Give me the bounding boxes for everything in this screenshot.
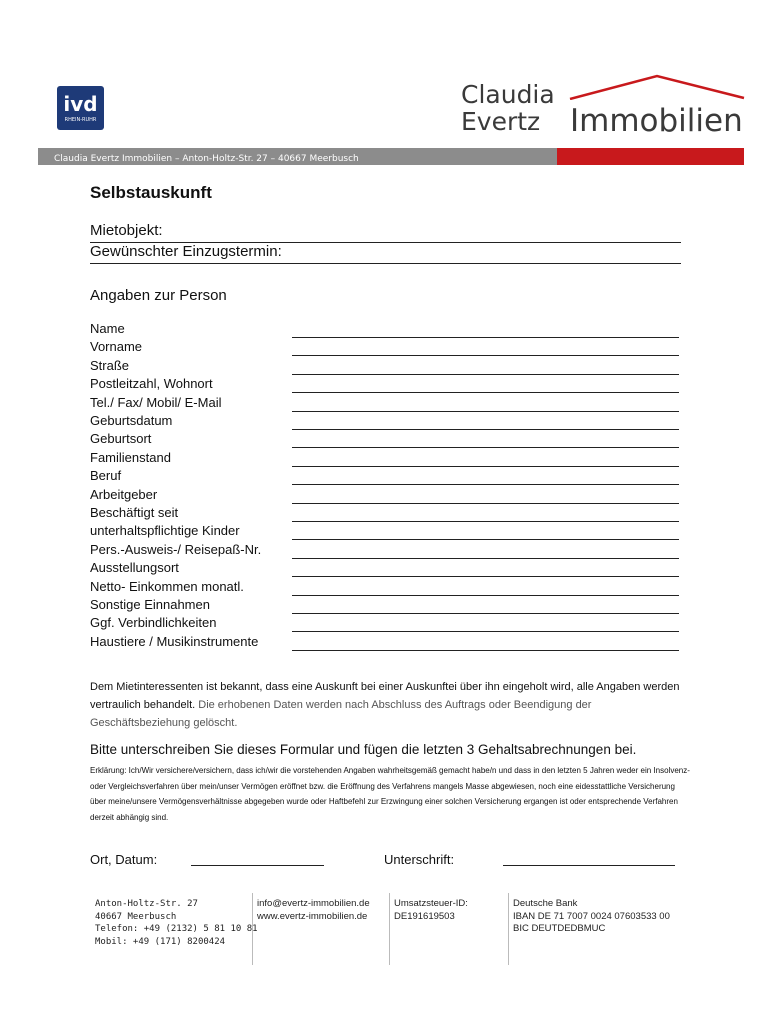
address-bar — [38, 148, 557, 165]
ort-datum-line[interactable] — [191, 865, 324, 866]
form-field-input-line[interactable] — [292, 411, 679, 412]
page-title: Selbstauskunft — [90, 183, 212, 202]
form-field-input-line[interactable] — [292, 374, 679, 375]
form-field-input-line[interactable] — [292, 355, 679, 356]
instruction-text: Bitte unterschreiben Sie dieses Formular und fügen die letzten 3 Gehaltsabrechnungen bei. — [90, 742, 637, 757]
form-field-label: Haustiere / Musikinstrumente — [90, 633, 259, 649]
form-field-input-line[interactable] — [292, 521, 679, 522]
ivd-logo — [57, 86, 104, 130]
form-field-label: Arbeitgeber — [90, 486, 158, 502]
privacy-notice — [90, 678, 690, 732]
form-field-input-line[interactable] — [292, 337, 679, 338]
form-field-input-line[interactable] — [292, 650, 679, 651]
section-title-person: Angaben zur Person — [90, 287, 227, 304]
form-field-input-line[interactable] — [292, 392, 679, 393]
declaration-text: Erklärung: Ich/Wir versichere/versichern, dass ich/wir die vorstehenden Angaben wahrheitsgemäß gemacht habe/n und dass in den letzten 5 Jahren weder ein Insolvenz- oder Vergleichsverfahren über mein/unser Vermögen eröffnet bzw. die Eröffnung des Verfahrens mangels Masse abgewiesen, noch eine eidesstattliche Versicherung über meine/unsere Vermögensverhältnisse abgegeben wurde oder Haftbefehl zur Erzwingung einer solchen Versicherung ergangen ist oder entsprechende Verfahren derzeit abhängig sind. — [90, 766, 690, 822]
privacy-notice-2: Die erhobenen Daten werden nach Abschluss des Auftrags oder Beendigung der Geschäftsbeziehung gelöscht. — [90, 699, 592, 729]
form-field-label: Geburtsort — [90, 431, 152, 447]
footer-divider — [508, 893, 509, 965]
form-field-input-line[interactable] — [292, 447, 679, 448]
form-field-input-line[interactable] — [292, 558, 679, 559]
privacy-notice-1: Dem Mietinteressenten ist bekannt, dass eine Auskunft bei einer Auskunftei über ihn eingeholt wird, alle Angaben werden vertraulich behandelt. — [90, 681, 680, 711]
form-field-input-line[interactable] — [292, 631, 679, 632]
unterschrift-line[interactable] — [503, 865, 675, 866]
footer-divider — [389, 893, 390, 965]
form-field-label: unterhaltspflichtige Kinder — [90, 523, 240, 539]
brand-line1: Claudia — [461, 80, 555, 109]
form-field-label: Beruf — [90, 468, 122, 484]
form-field-label: Familienstand — [90, 449, 171, 465]
form-field-label: Tel./ Fax/ Mobil/ E-Mail — [90, 394, 222, 410]
einzugstermin-label: Gewünschter Einzugstermin: — [90, 243, 282, 260]
mietobjekt-field[interactable] — [90, 222, 681, 243]
form-field-input-line[interactable] — [292, 484, 679, 485]
ort-datum-label: Ort, Datum: — [90, 852, 158, 867]
footer-address: Anton-Holtz-Str. 27 40667 Meerbusch Telefon: +49 (2132) 5 81 10 81 Mobil: +49 (171) 8200424 — [95, 899, 258, 947]
footer-bank: Deutsche Bank IBAN DE 71 7007 0024 07603533 00 BIC DEUTDEDBMUC — [513, 898, 670, 934]
form-field-label: Netto- Einkommen monatl. — [90, 578, 244, 594]
form-field-label: Straße — [90, 357, 130, 373]
einzugstermin-field[interactable] — [90, 243, 681, 264]
footer-divider — [252, 893, 253, 965]
ivd-logo-text: ivd — [63, 92, 98, 116]
form-field-input-line[interactable] — [292, 539, 679, 540]
form-field-label: Name — [90, 321, 125, 336]
roof-icon — [569, 74, 745, 100]
ivd-logo-subtext: RHEIN-RUHR — [64, 117, 97, 123]
footer-tax: Umsatzsteuer-ID: DE191619503 — [394, 898, 468, 922]
form-field-input-line[interactable] — [292, 613, 679, 614]
brand-logo — [461, 74, 746, 139]
form-field-label: Sonstige Einnahmen — [90, 597, 210, 612]
form-field-label: Beschäftigt seit — [90, 505, 179, 520]
form-field-input-line[interactable] — [292, 576, 679, 577]
form-field-input-line[interactable] — [292, 466, 679, 467]
form-field-input-line[interactable] — [292, 429, 679, 430]
accent-bar — [557, 148, 744, 165]
form-field-label: Postleitzahl, Wohnort — [90, 376, 213, 392]
form-field-label: Geburtsdatum — [90, 413, 173, 428]
form-field-input-line[interactable] — [292, 595, 679, 596]
mietobjekt-label: Mietobjekt: — [90, 222, 163, 239]
form-field-input-line[interactable] — [292, 503, 679, 504]
form-field-label: Ausstellungsort — [90, 560, 179, 576]
footer-web: info@evertz-immobilien.de www.evertz-immobilien.de — [257, 898, 370, 922]
form-field-label: Pers.-Ausweis-/ Reisepaß-Nr. — [90, 541, 262, 557]
brand-line2a: Evertz — [461, 107, 541, 136]
form-field-label: Ggf. Verbindlichkeiten — [90, 615, 217, 631]
address-bar-text: Claudia Evertz Immobilien – Anton-Holtz-Str. 27 – 40667 Meerbusch — [54, 154, 359, 164]
brand-line2b: Immobilien — [570, 103, 743, 139]
form-field-label: Vorname — [90, 339, 143, 355]
unterschrift-label: Unterschrift: — [384, 852, 455, 867]
